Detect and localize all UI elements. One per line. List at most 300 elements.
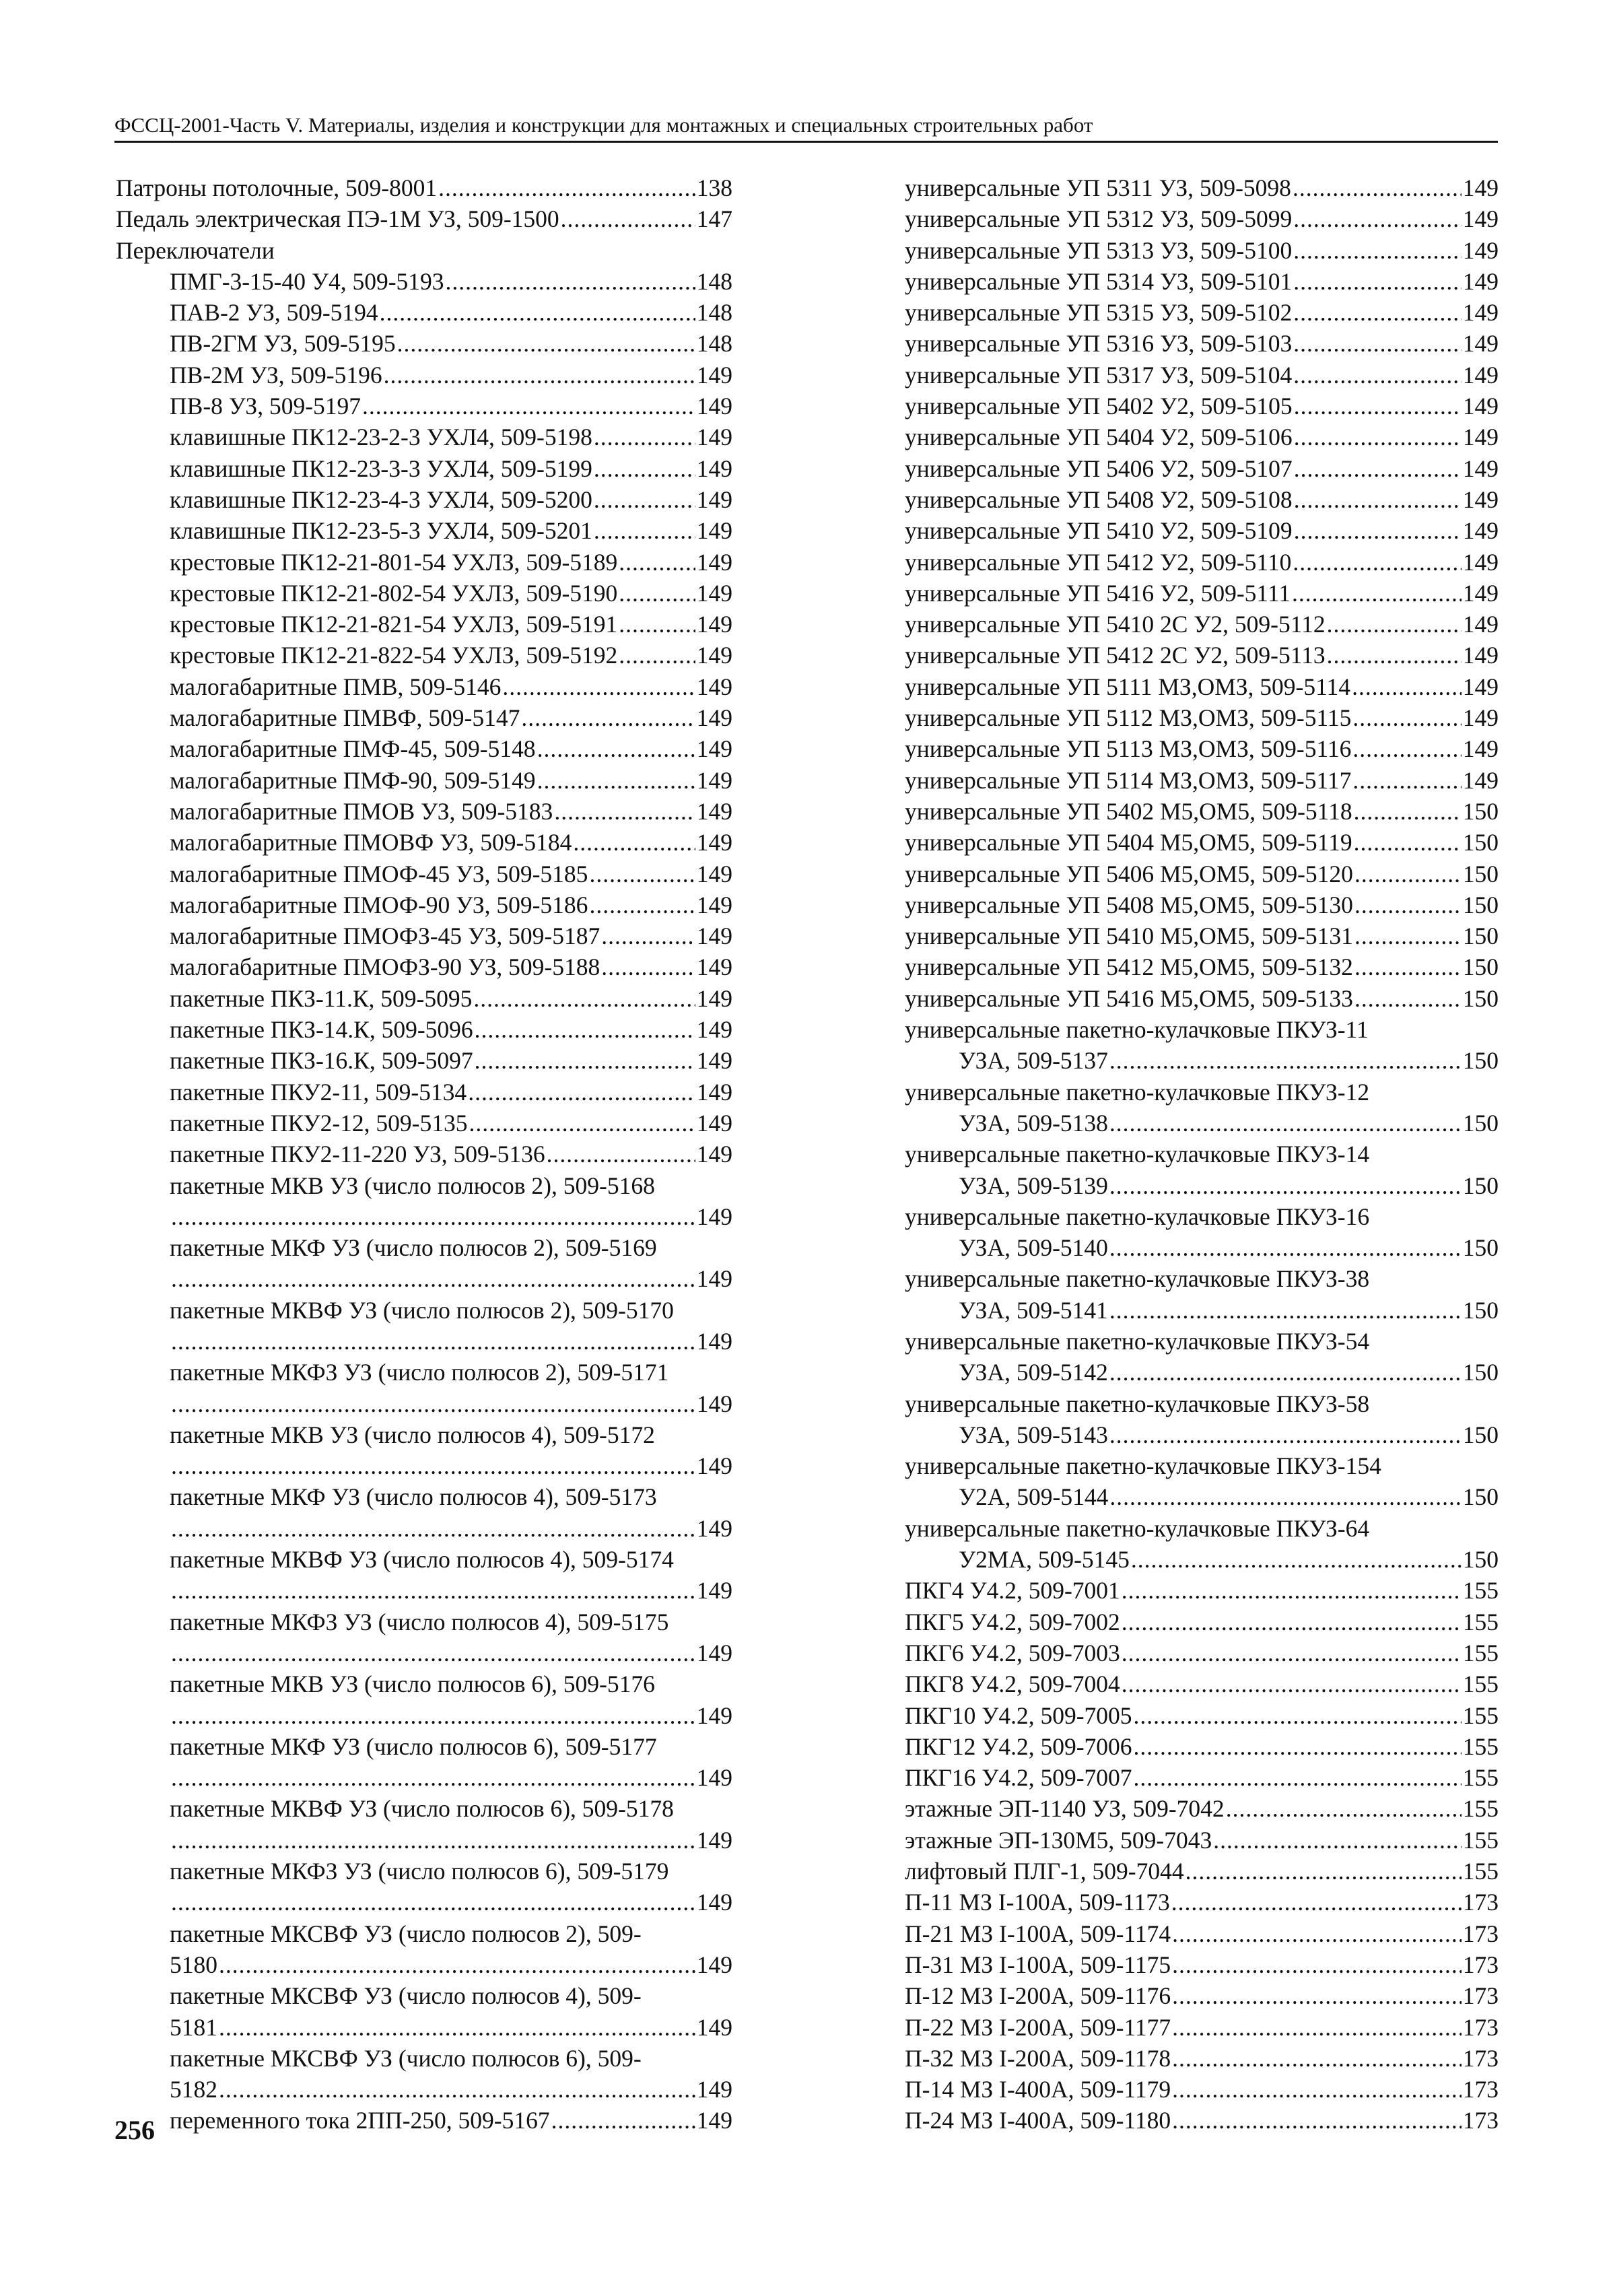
index-entry xyxy=(905,266,1499,297)
entry-page-number: 149 xyxy=(696,1109,732,1137)
entry-page-number: 149 xyxy=(696,891,732,918)
entry-page-number: 149 xyxy=(1462,361,1499,389)
dot-leader xyxy=(619,578,695,609)
entry-text: переменного тока 2ПП-250, 509-5167 xyxy=(170,2107,550,2134)
dot-leader xyxy=(1354,858,1462,889)
index-entry xyxy=(116,765,732,796)
entry-page-number: 149 xyxy=(696,361,732,389)
index-entry xyxy=(905,1170,1499,1201)
dot-leader xyxy=(171,1388,695,1419)
entry-text: клавишные ПК12-23-5-3 УХЛ4, 509-5201 xyxy=(170,517,592,545)
entry-text: Переключатели xyxy=(116,236,275,264)
index-entry xyxy=(905,1077,1499,1108)
entry-text: универсальные УП 5314 УЗ, 509-5101 xyxy=(905,267,1293,295)
entry-text: ПКГ10 У4.2, 509-7005 xyxy=(905,1701,1132,1729)
dot-leader xyxy=(384,360,695,391)
entry-page-number: 149 xyxy=(1462,299,1499,327)
entry-page-number: 149 xyxy=(696,1390,732,1417)
index-entry xyxy=(905,1544,1499,1575)
dot-leader xyxy=(1122,1575,1462,1606)
index-entry xyxy=(905,328,1499,359)
index-entry xyxy=(116,1980,732,2011)
index-entry xyxy=(116,547,732,578)
entry-text: универсальные УП 5406 М5,ОМ5, 509-5120 xyxy=(905,860,1353,887)
dot-leader xyxy=(1294,421,1462,452)
dot-leader xyxy=(1122,1637,1462,1668)
index-entry xyxy=(905,1357,1499,1388)
index-entry xyxy=(905,1700,1499,1731)
index-entry xyxy=(116,1108,732,1139)
dot-leader xyxy=(1354,889,1462,920)
entry-page-number: 149 xyxy=(696,1639,732,1666)
entry-page-number: 149 xyxy=(1462,485,1499,513)
index-entry xyxy=(116,1014,732,1045)
entry-page-number: 149 xyxy=(696,673,732,700)
entry-text: 5181 xyxy=(170,2013,217,2041)
index-entry xyxy=(116,1544,732,1575)
entry-page-number: 150 xyxy=(1462,953,1499,981)
entry-text: малогабаритные ПМОФЗ-45 УЗ, 509-5187 xyxy=(170,922,600,950)
index-entry xyxy=(116,1513,732,1544)
entry-text: ПКГ16 У4.2, 509-7007 xyxy=(905,1764,1132,1792)
entry-page-number: 149 xyxy=(696,1141,732,1168)
entry-page-number: 149 xyxy=(696,1514,732,1542)
dot-leader xyxy=(573,827,695,858)
entry-page-number: 148 xyxy=(696,299,732,327)
dot-leader xyxy=(1172,1918,1462,1949)
entry-page-number: 149 xyxy=(1462,454,1499,482)
dot-leader xyxy=(1294,391,1462,421)
dot-leader xyxy=(1172,2105,1462,2136)
entry-text: универсальные пакетно-кулачковые ПКУЗ-54 xyxy=(905,1327,1370,1355)
entry-text: пакетные МКФ УЗ (число полюсов 6), 509-5177 xyxy=(170,1732,657,1760)
dot-leader xyxy=(1354,983,1462,1014)
entry-text: универсальные УП 5113 МЗ,ОМЗ, 509-5116 xyxy=(905,735,1352,763)
entry-text: универсальные УП 5410 М5,ОМ5, 509-5131 xyxy=(905,922,1353,950)
entry-text: малогабаритные ПМОФ-45 УЗ, 509-5185 xyxy=(170,860,588,887)
index-entry xyxy=(905,951,1499,982)
entry-page-number: 149 xyxy=(696,485,732,513)
index-entry xyxy=(905,1513,1499,1544)
entry-page-number: 155 xyxy=(1462,1639,1499,1666)
dot-leader xyxy=(601,920,695,951)
index-entry xyxy=(905,1232,1499,1263)
entry-page-number: 173 xyxy=(1462,1982,1499,2010)
entry-text: универсальные УП 5402 У2, 509-5105 xyxy=(905,393,1293,420)
entry-text: пакетные ПКУ2-11-220 УЗ, 509-5136 xyxy=(170,1141,545,1168)
index-entry xyxy=(116,2012,732,2043)
entry-text: универсальные УП 5114 МЗ,ОМЗ, 509-5117 xyxy=(905,766,1352,794)
entry-text: У2МА, 509-5145 xyxy=(959,1546,1130,1574)
entry-text: пакетные МКФ УЗ (число полюсов 4), 509-5173 xyxy=(170,1483,657,1511)
entry-text: пакетные МКФЗ УЗ (число полюсов 2), 509-5171 xyxy=(170,1359,669,1386)
entry-text: универсальные пакетно-кулачковые ПКУЗ-14 xyxy=(905,1141,1370,1168)
entry-page-number: 150 xyxy=(1462,797,1499,825)
dot-leader xyxy=(1172,2074,1462,2105)
index-entry xyxy=(905,1450,1499,1481)
index-entry xyxy=(905,1575,1499,1606)
dot-leader xyxy=(1109,1481,1461,1512)
entry-page-number: 149 xyxy=(696,953,732,981)
index-entry xyxy=(116,360,732,391)
entry-text: универсальные УП 5312 УЗ, 509-5099 xyxy=(905,205,1293,233)
index-entry xyxy=(905,671,1499,702)
entry-page-number: 149 xyxy=(696,517,732,545)
index-entry xyxy=(116,1575,732,1606)
dot-leader xyxy=(1354,827,1462,858)
dot-leader xyxy=(171,1263,695,1294)
index-entry xyxy=(116,702,732,733)
entry-page-number: 150 xyxy=(1462,1296,1499,1324)
entry-text: ПВ-2М УЗ, 509-5196 xyxy=(170,361,382,389)
index-entry xyxy=(116,671,732,702)
entry-text: малогабаритные ПМВФ, 509-5147 xyxy=(170,704,520,732)
entry-page-number: 149 xyxy=(1462,611,1499,638)
index-entry xyxy=(905,2043,1499,2074)
entry-text: УЗА, 509-5142 xyxy=(959,1359,1108,1386)
index-entry xyxy=(905,796,1499,827)
entry-text: клавишные ПК12-23-2-3 УХЛ4, 509-5198 xyxy=(170,424,592,451)
entry-text: универсальные пакетно-кулачковые ПКУЗ-38 xyxy=(905,1265,1370,1293)
dot-leader xyxy=(1352,702,1461,733)
entry-text: пакетные МКВ УЗ (число полюсов 4), 509-5172 xyxy=(170,1421,655,1448)
entry-text: пакетные МКВФ УЗ (число полюсов 2), 509-5170 xyxy=(170,1296,674,1324)
index-column-right xyxy=(905,172,1499,2136)
index-entry xyxy=(905,1481,1499,1512)
dot-leader xyxy=(521,702,695,733)
index-entry xyxy=(905,2105,1499,2136)
entry-text: крестовые ПК12-21-821-54 УХЛЗ, 509-5191 xyxy=(170,611,618,638)
dot-leader xyxy=(1109,1108,1462,1139)
dot-leader xyxy=(619,640,695,671)
dot-leader xyxy=(171,1326,695,1357)
dot-leader xyxy=(551,2105,695,2136)
entry-text: П-31 МЗ I-100А, 509-1175 xyxy=(905,1951,1171,1978)
entry-page-number: 149 xyxy=(696,642,732,669)
entry-text: УЗА, 509-5138 xyxy=(959,1109,1108,1137)
entry-text: универсальные УП 5402 М5,ОМ5, 509-5118 xyxy=(905,797,1352,825)
entry-text: этажные ЭП-130М5, 509-7043 xyxy=(905,1826,1212,1854)
entry-page-number: 149 xyxy=(1462,424,1499,451)
index-entry xyxy=(905,1607,1499,1637)
index-entry xyxy=(905,1139,1499,1170)
index-entry xyxy=(905,1295,1499,1326)
dot-leader xyxy=(1172,1949,1462,1980)
entry-page-number: 155 xyxy=(1462,1795,1499,1823)
entry-text: универсальные пакетно-кулачковые ПКУЗ-11 xyxy=(905,1016,1369,1044)
entry-page-number: 150 xyxy=(1462,1109,1499,1137)
entry-text: универсальные УП 5111 МЗ,ОМЗ, 509-5114 xyxy=(905,673,1351,700)
entry-text: УЗА, 509-5137 xyxy=(959,1047,1108,1075)
entry-page-number: 155 xyxy=(1462,1732,1499,1760)
entry-text: ПКГ8 У4.2, 509-7004 xyxy=(905,1670,1120,1698)
entry-text: универсальные УП 5416 М5,ОМ5, 509-5133 xyxy=(905,984,1353,1012)
entry-text: крестовые ПК12-21-822-54 УХЛЗ, 509-5192 xyxy=(170,642,618,669)
entry-page-number: 150 xyxy=(1462,1359,1499,1386)
entry-text: универсальные УП 5112 МЗ,ОМЗ, 509-5115 xyxy=(905,704,1352,732)
entry-page-number: 149 xyxy=(696,829,732,856)
index-entry xyxy=(116,1793,732,1824)
entry-page-number: 155 xyxy=(1462,1858,1499,1885)
index-entry xyxy=(116,1419,732,1450)
index-entry xyxy=(905,1949,1499,1980)
entry-text: УЗА, 509-5143 xyxy=(959,1421,1108,1448)
entry-page-number: 149 xyxy=(696,766,732,794)
dot-leader xyxy=(171,1887,695,1918)
entry-page-number: 147 xyxy=(696,205,732,233)
dot-leader xyxy=(475,1014,695,1045)
index-entry xyxy=(116,2074,732,2105)
entry-text: ПКГ4 У4.2, 509-7001 xyxy=(905,1577,1120,1605)
entry-text: универсальные УП 5406 У2, 509-5107 xyxy=(905,454,1293,482)
index-entry xyxy=(905,391,1499,421)
dot-leader xyxy=(1354,796,1462,827)
index-entry xyxy=(905,235,1499,266)
dot-leader xyxy=(1294,453,1462,484)
entry-text: УЗА, 509-5141 xyxy=(959,1296,1108,1324)
index-entry xyxy=(905,889,1499,920)
index-entry xyxy=(905,1108,1499,1139)
entry-text: малогабаритные ПМВ, 509-5146 xyxy=(170,673,502,700)
entry-page-number: 149 xyxy=(1462,517,1499,545)
entry-page-number: 150 xyxy=(1462,829,1499,856)
entry-page-number: 173 xyxy=(1462,1951,1499,1978)
index-entry xyxy=(905,1793,1499,1824)
index-entry xyxy=(116,1700,732,1731)
entry-page-number: 149 xyxy=(696,984,732,1012)
dot-leader xyxy=(1172,1980,1462,2011)
index-entry xyxy=(116,2105,732,2136)
entry-page-number: 149 xyxy=(696,1203,732,1230)
index-entry xyxy=(116,1357,732,1388)
entry-page-number: 155 xyxy=(1462,1826,1499,1854)
entry-page-number: 149 xyxy=(696,1078,732,1106)
dot-leader xyxy=(1109,1357,1462,1388)
entry-text: П-11 МЗ I-100А, 509-1173 xyxy=(905,1889,1170,1916)
dot-leader xyxy=(1327,640,1462,671)
entry-page-number: 149 xyxy=(1462,735,1499,763)
dot-leader xyxy=(171,1513,695,1544)
index-entry xyxy=(116,1856,732,1887)
entry-page-number: 150 xyxy=(1462,1234,1499,1262)
entry-text: универсальные пакетно-кулачковые ПКУЗ-12 xyxy=(905,1078,1370,1106)
entry-page-number: 149 xyxy=(1462,205,1499,233)
entry-page-number: 149 xyxy=(696,2013,732,2041)
index-entry xyxy=(116,1607,732,1637)
dot-leader xyxy=(438,172,695,203)
dot-leader xyxy=(468,1077,695,1108)
dot-leader xyxy=(1109,1295,1462,1326)
dot-leader xyxy=(1213,1825,1462,1856)
entry-page-number: 149 xyxy=(696,1327,732,1355)
index-entry xyxy=(905,983,1499,1014)
entry-text: малогабаритные ПМФ-45, 509-5148 xyxy=(170,735,536,763)
entry-page-number: 149 xyxy=(696,1889,732,1916)
entry-page-number: 149 xyxy=(1462,174,1499,201)
index-entry xyxy=(116,297,732,328)
index-entry xyxy=(116,889,732,920)
entry-page-number: 149 xyxy=(696,1016,732,1044)
index-entry xyxy=(905,1201,1499,1232)
index-entry xyxy=(116,1668,732,1699)
dot-leader xyxy=(1293,235,1462,266)
index-entry xyxy=(116,640,732,671)
entry-text: П-14 МЗ I-400А, 509-1179 xyxy=(905,2076,1171,2103)
dot-leader xyxy=(1172,2012,1462,2043)
entry-text: пакетные МКВ УЗ (число полюсов 6), 509-5176 xyxy=(170,1670,655,1698)
entry-text: пакетные МКСВФ УЗ (число полюсов 4), 509- xyxy=(170,1982,642,2010)
entry-page-number: 148 xyxy=(696,330,732,358)
index-entry xyxy=(116,515,732,546)
entry-page-number: 149 xyxy=(696,1577,732,1605)
dot-leader xyxy=(1294,484,1462,515)
entry-text: Педаль электрическая ПЭ-1М УЗ, 509-1500 xyxy=(116,205,559,233)
entry-page-number: 149 xyxy=(696,548,732,576)
entry-page-number: 149 xyxy=(696,611,732,638)
entry-text: пакетные МКВ УЗ (число полюсов 2), 509-5168 xyxy=(170,1172,655,1199)
entry-text: ПКГ6 У4.2, 509-7003 xyxy=(905,1639,1120,1666)
entry-text: пакетные ПКУ2-12, 509-5135 xyxy=(170,1109,468,1137)
entry-text: Патроны потолочные, 509-8001 xyxy=(116,174,438,201)
dot-leader xyxy=(594,515,695,546)
index-entry xyxy=(116,1232,732,1263)
entry-page-number: 150 xyxy=(1462,1421,1499,1448)
dot-leader xyxy=(397,328,695,359)
index-entry xyxy=(905,765,1499,796)
entry-page-number: 149 xyxy=(696,1826,732,1854)
dot-leader xyxy=(1109,1045,1462,1076)
index-entry xyxy=(116,421,732,452)
index-entry xyxy=(905,1419,1499,1450)
entry-page-number: 149 xyxy=(696,922,732,950)
dot-leader xyxy=(171,1201,695,1232)
index-entry xyxy=(116,453,732,484)
index-entry xyxy=(116,796,732,827)
dot-leader xyxy=(1186,1856,1462,1887)
dot-leader xyxy=(171,1575,695,1606)
index-entry xyxy=(905,515,1499,546)
dot-leader xyxy=(594,453,695,484)
index-entry xyxy=(116,1481,732,1512)
index-entry xyxy=(905,609,1499,640)
dot-leader xyxy=(1354,951,1462,982)
dot-leader xyxy=(219,1949,695,1980)
dot-leader xyxy=(589,858,695,889)
dot-leader xyxy=(219,2074,695,2105)
index-entry xyxy=(116,235,732,266)
entry-text: П-32 МЗ I-200А, 509-1178 xyxy=(905,2044,1171,2072)
entry-page-number: 149 xyxy=(696,1265,732,1293)
dot-leader xyxy=(1134,1731,1462,1762)
dot-leader xyxy=(1171,1887,1462,1918)
index-entry xyxy=(116,391,732,421)
dot-leader xyxy=(601,951,695,982)
index-entry xyxy=(116,1077,732,1108)
dot-leader xyxy=(554,796,695,827)
index-entry xyxy=(905,1731,1499,1762)
index-entry xyxy=(116,609,732,640)
entry-text: пакетные ПКЗ-16.К, 509-5097 xyxy=(170,1047,473,1075)
dot-leader xyxy=(1352,733,1461,764)
index-entry xyxy=(116,172,732,203)
entry-text: универсальные пакетно-кулачковые ПКУЗ-58 xyxy=(905,1390,1370,1417)
entry-page-number: 148 xyxy=(696,267,732,295)
index-entry xyxy=(905,1856,1499,1887)
entry-text: УЗА, 509-5139 xyxy=(959,1172,1108,1199)
dot-leader xyxy=(473,983,695,1014)
dot-leader xyxy=(171,1637,695,1668)
index-entry xyxy=(905,360,1499,391)
entry-page-number: 149 xyxy=(696,1047,732,1075)
dot-leader xyxy=(1109,1170,1462,1201)
entry-page-number: 149 xyxy=(696,1764,732,1792)
index-entry xyxy=(905,421,1499,452)
entry-text: пакетные ПКУ2-11, 509-5134 xyxy=(170,1078,467,1106)
dot-leader xyxy=(380,297,695,328)
entry-page-number: 173 xyxy=(1462,2076,1499,2103)
entry-page-number: 149 xyxy=(696,454,732,482)
dot-leader xyxy=(446,266,695,297)
entry-text: клавишные ПК12-23-4-3 УХЛ4, 509-5200 xyxy=(170,485,592,513)
entry-page-number: 149 xyxy=(696,2076,732,2103)
index-entry xyxy=(116,920,732,951)
entry-page-number: 173 xyxy=(1462,1920,1499,1947)
entry-text: П-21 МЗ I-100А, 509-1174 xyxy=(905,1920,1171,1947)
index-entry xyxy=(116,1263,732,1294)
entry-text: П-24 МЗ I-400А, 509-1180 xyxy=(905,2107,1171,2134)
page-number: 256 xyxy=(114,2115,155,2145)
dot-leader xyxy=(469,1108,695,1139)
entry-page-number: 149 xyxy=(1462,704,1499,732)
dot-leader xyxy=(171,1825,695,1856)
entry-text: 5182 xyxy=(170,2076,217,2103)
dot-leader xyxy=(219,2012,695,2043)
entry-page-number: 173 xyxy=(1462,1889,1499,1916)
entry-page-number: 155 xyxy=(1462,1608,1499,1635)
dot-leader xyxy=(1352,765,1461,796)
entry-text: универсальные пакетно-кулачковые ПКУЗ-64 xyxy=(905,1514,1370,1542)
dot-leader xyxy=(171,1450,695,1481)
entry-text: универсальные УП 5408 У2, 509-5108 xyxy=(905,485,1293,513)
index-entry xyxy=(905,453,1499,484)
dot-leader xyxy=(1292,578,1462,609)
dot-leader xyxy=(1352,671,1462,702)
dot-leader xyxy=(1293,547,1461,578)
dot-leader xyxy=(1293,328,1462,359)
dot-leader xyxy=(1294,515,1462,546)
entry-text: клавишные ПК12-23-3-3 УХЛ4, 509-5199 xyxy=(170,454,592,482)
dot-leader xyxy=(1134,1700,1462,1731)
index-entry xyxy=(905,1668,1499,1699)
entry-page-number: 149 xyxy=(696,2107,732,2134)
entry-text: универсальные пакетно-кулачковые ПКУЗ-154 xyxy=(905,1452,1381,1480)
entry-text: ПКГ5 У4.2, 509-7002 xyxy=(905,1608,1120,1635)
index-entry xyxy=(116,1918,732,1949)
entry-text: универсальные УП 5404 М5,ОМ5, 509-5119 xyxy=(905,829,1352,856)
index-entry xyxy=(116,1326,732,1357)
index-entry xyxy=(905,1762,1499,1793)
entry-text: малогабаритные ПМОФЗ-90 УЗ, 509-5188 xyxy=(170,953,600,981)
entry-text: универсальные пакетно-кулачковые ПКУЗ-16 xyxy=(905,1203,1370,1230)
entry-text: универсальные УП 5313 УЗ, 509-5100 xyxy=(905,236,1293,264)
entry-text: универсальные УП 5412 У2, 509-5110 xyxy=(905,548,1292,576)
dot-leader xyxy=(1327,609,1462,640)
running-header: ФССЦ-2001-Часть V. Материалы, изделия и конструкции для монтажных и специальных строительных работ xyxy=(114,113,1093,137)
index-entry xyxy=(905,1825,1499,1856)
index-entry xyxy=(116,1637,732,1668)
index-entry xyxy=(116,1731,732,1762)
dot-leader xyxy=(1293,297,1462,328)
